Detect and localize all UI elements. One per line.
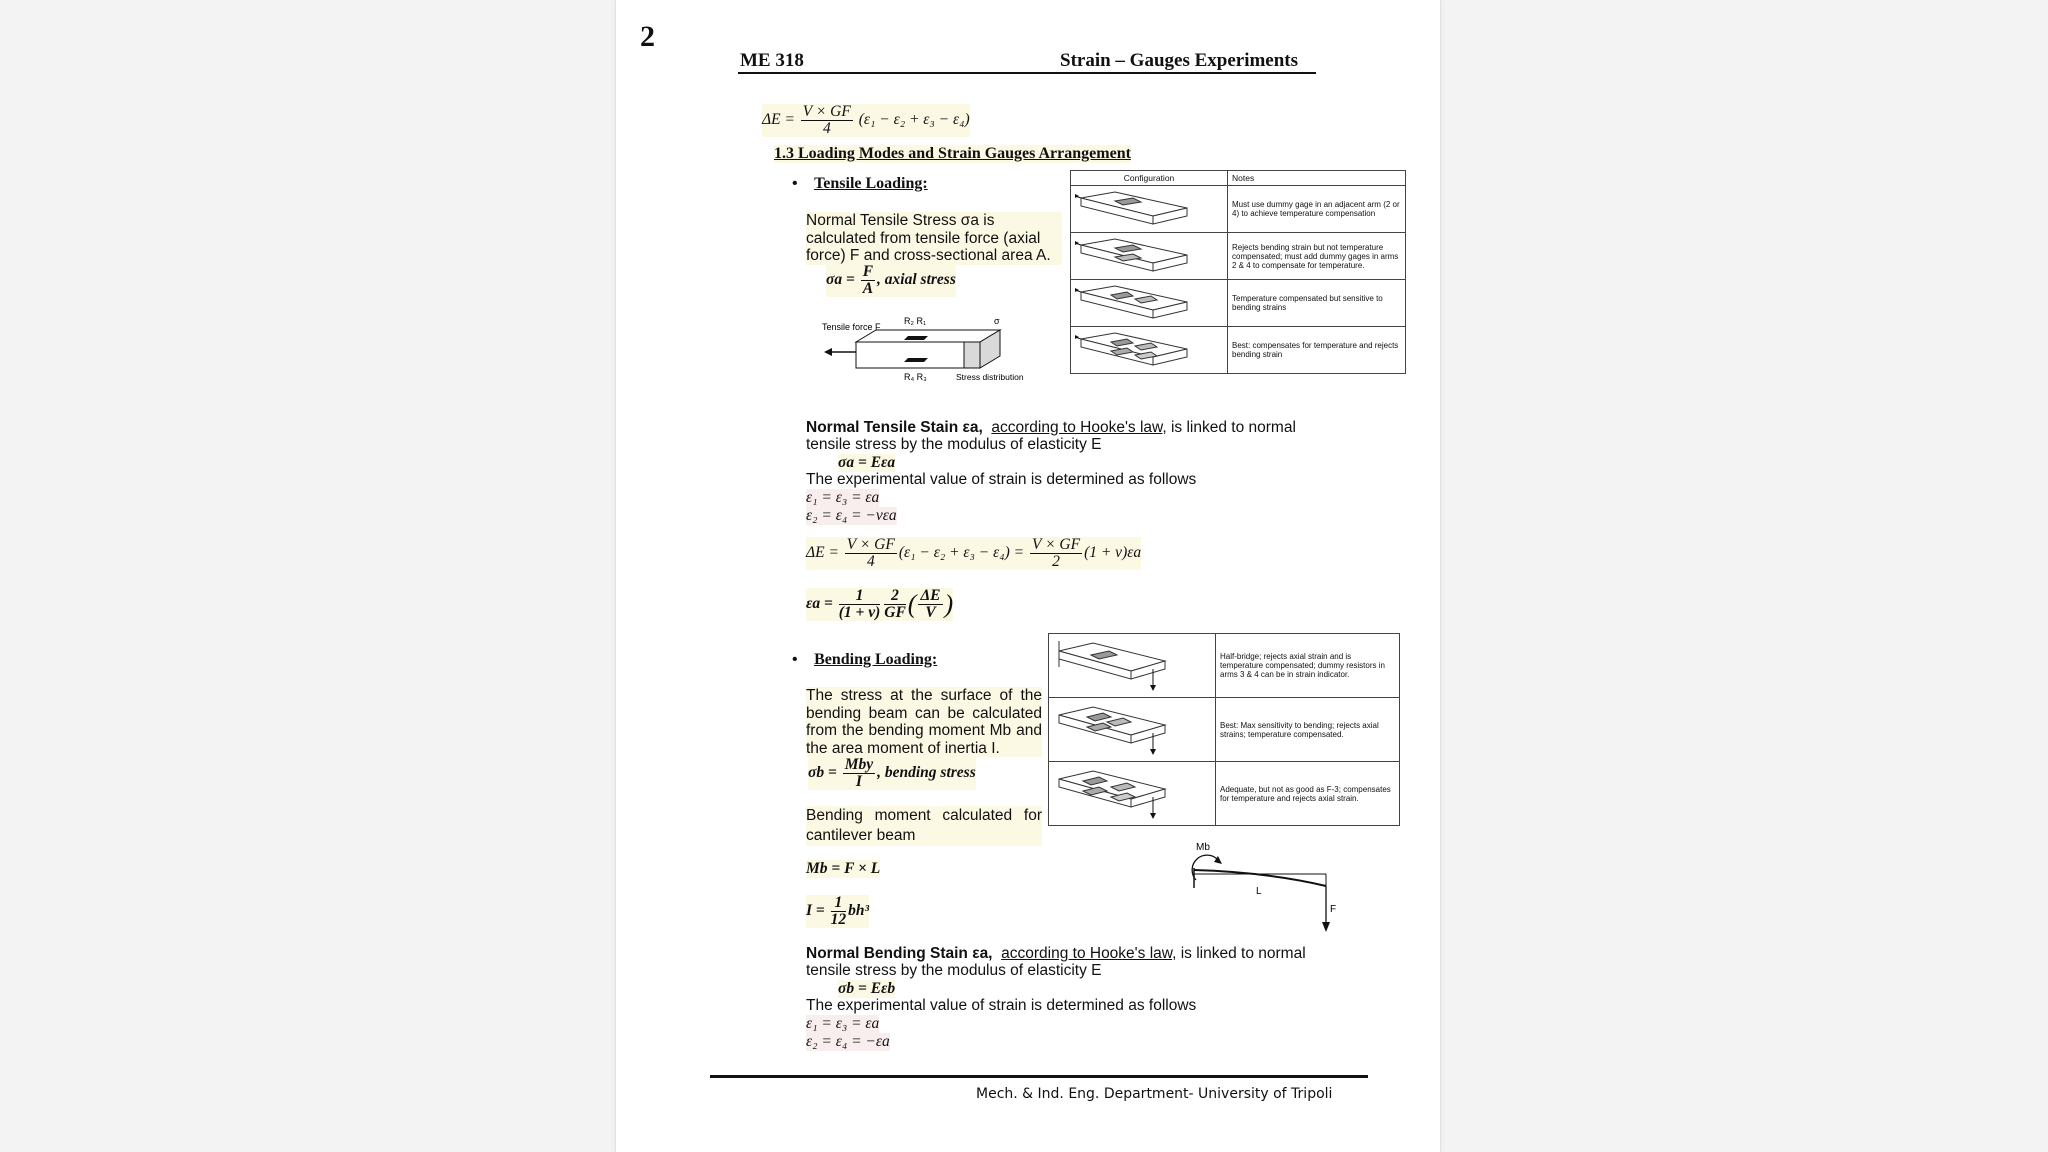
formula-denominator: I <box>855 773 862 790</box>
epsilon-a-equation <box>806 588 953 621</box>
bending-heading-text: Bending Loading: <box>814 651 938 668</box>
hookes-law-link[interactable]: according to Hooke's law <box>1001 945 1173 962</box>
delta-num2: V × GF <box>1032 536 1081 553</box>
tensile-bar-diagram <box>816 312 1056 394</box>
formula-fraction <box>843 757 875 790</box>
exp-text-tensile: The experimental value of strain is determined as follows <box>806 471 1197 488</box>
note-text: Best: Max sensitivity to bending; rejects axial strains; temperature compensated. <box>1220 720 1379 739</box>
bending-config-diagram-3 <box>1053 765 1203 821</box>
strain-eq2-tensile: ε₂ = ε₄ = −vεa <box>806 507 897 524</box>
delta-frac1 <box>845 537 897 570</box>
eps-lhs: εa = <box>806 595 833 613</box>
bending-config-diagram-1 <box>1053 637 1203 693</box>
bending-heading <box>792 651 937 669</box>
gauge-r3 <box>904 358 928 362</box>
config-diagram-2 <box>1075 235 1215 275</box>
document-page <box>616 0 1440 1152</box>
eps-den3: V <box>925 604 936 621</box>
bending-configuration-table <box>1048 633 1400 826</box>
formula-numerator: F <box>862 263 874 280</box>
note-cell: Rejects bending strain but not temperature compensated; must add dummy gages in arms 2 & 4 to compensate for temperature. <box>1228 233 1406 280</box>
eq-lhs: ΔE = <box>762 111 795 129</box>
formula-denominator: A <box>862 280 874 297</box>
eps-frac2 <box>884 588 906 621</box>
section-title: 1.3 Loading Modes and Strain Gauges Arrangement <box>774 145 1131 162</box>
config-diagram-cell <box>1071 280 1228 327</box>
formula-rhs: , bending stress <box>877 764 976 782</box>
table-row <box>1071 327 1406 374</box>
col-configuration: Configuration <box>1071 171 1228 186</box>
bending-config-diagram-2 <box>1053 701 1203 757</box>
stress-end <box>964 342 980 368</box>
table-row <box>1071 233 1406 280</box>
delta-num1: V × GF <box>846 536 895 553</box>
force-arrowhead <box>1322 922 1330 932</box>
tensile-heading <box>792 175 928 193</box>
config-diagram-cell <box>1049 698 1216 762</box>
cantilever-beam-diagram <box>1176 838 1366 934</box>
strain-label: Normal Bending Stain εa, <box>806 945 993 962</box>
length-label: L <box>1256 886 1262 897</box>
note-cell <box>1228 327 1406 374</box>
stress-distribution-text: Stress distribution <box>956 372 1024 382</box>
tensile-force-label: Tensile force F <box>822 322 881 332</box>
inertia-numerator: 1 <box>831 895 847 912</box>
config-diagram-4 <box>1075 329 1215 369</box>
eq-numerator: V × GF <box>802 103 851 120</box>
eps-num1: 1 <box>839 588 881 605</box>
force-arrowhead <box>824 348 832 356</box>
delta-e-equation-top <box>762 104 970 137</box>
bending-stress-formula <box>808 757 976 790</box>
course-code: ME 318 <box>740 50 804 71</box>
bending-strain-line2: tensile stress by the modulus of elasticity E <box>806 962 1102 979</box>
beam-deflected <box>1194 870 1326 886</box>
delta-mid: (ε₁ − ε₂ + ε₃ − ε₄) = <box>898 544 1025 562</box>
paren-open: ( <box>907 589 917 619</box>
strain-rest: , is linked to normal <box>1172 945 1306 962</box>
eps-num2: 2 <box>884 588 906 605</box>
gauge-r1 <box>904 336 928 340</box>
bullet-icon: • <box>792 651 798 668</box>
config-diagram-cell <box>1071 233 1228 280</box>
note-cell: Adequate, but not as good as F-3; compensates for temperature and rejects axial strain. <box>1216 762 1400 826</box>
eps-frac1 <box>839 588 881 621</box>
config-diagram-1 <box>1075 188 1215 228</box>
delta-e-equation <box>806 537 1141 570</box>
strain-eq2-bending: ε₂ = ε₄ = −εa <box>806 1033 890 1050</box>
note-cell: Half-bridge; rejects axial strain and is temperature compensated; dummy resistors in arms 3 & 4 can be in strain indicator. <box>1216 634 1400 698</box>
eps-frac3 <box>918 588 942 621</box>
strain-eq1-bending: ε₁ = ε₃ = εa <box>806 1015 880 1032</box>
col-notes: Notes <box>1228 171 1406 186</box>
moment-arrow <box>1192 855 1218 880</box>
formula-numerator: Mby <box>844 756 874 773</box>
inertia-rhs: bh³ <box>848 902 870 920</box>
bending-strain-line1 <box>806 945 1306 963</box>
note-cell: Temperature compensated but sensitive to bending strains <box>1228 280 1406 327</box>
table-row <box>1049 634 1400 698</box>
bar-front-face <box>856 342 980 368</box>
hookes-law-link[interactable]: according to Hooke's law <box>991 419 1163 436</box>
config-diagram-cell <box>1049 634 1216 698</box>
delta-rhs: (1 + v)εa <box>1084 544 1142 562</box>
tensile-paragraph: Normal Tensile Stress σa is calculated from tensile force (axial force) F and cross-sectional area A. <box>806 212 1062 265</box>
eq-fraction <box>801 104 853 137</box>
note-text: Best: compensates for temperature and rejects bending strain <box>1232 341 1399 359</box>
page-number: 2 <box>640 20 655 53</box>
delta-frac2 <box>1030 537 1082 570</box>
eps-den1: (1 + v) <box>838 604 881 621</box>
axial-stress-formula <box>826 264 956 297</box>
inertia-lhs: I = <box>806 902 825 920</box>
table-row <box>1071 280 1406 327</box>
document-title: Strain – Gauges Experiments <box>1060 50 1299 71</box>
sigma-label: σ <box>994 316 1000 326</box>
table-row <box>1049 762 1400 826</box>
inertia-fraction <box>831 895 847 928</box>
note-cell: Must use dummy gage in an adjacent arm (2 or 4) to achieve temperature compensation <box>1228 186 1406 233</box>
table-row <box>1049 698 1400 762</box>
paren-close: ) <box>944 589 954 619</box>
stress-distribution-label <box>956 372 1024 382</box>
delta-lhs: ΔE = <box>806 544 839 562</box>
moment-equation: Mb = F × L <box>806 860 881 877</box>
config-diagram-cell <box>1071 186 1228 233</box>
formula-rhs: , axial stress <box>877 271 956 289</box>
tensile-heading-text: Tensile Loading: <box>814 175 928 192</box>
tensile-strain-line1 <box>806 419 1296 437</box>
hooke-equation-bending: σb = Eεb <box>838 980 896 997</box>
formula-lhs: σb = <box>808 764 837 782</box>
r4r3-label: R₄ R₃ <box>904 372 927 382</box>
footer-rule <box>710 1075 1368 1078</box>
force-label: F <box>1330 904 1337 915</box>
moment-label: Mb <box>1196 842 1210 853</box>
inertia-equation <box>806 895 869 928</box>
table-header-row <box>1071 171 1406 186</box>
header-rule <box>738 72 1316 74</box>
formula-lhs: σa = <box>826 271 855 289</box>
eps-num3: ΔE <box>920 587 941 604</box>
inertia-denominator: 12 <box>830 911 847 928</box>
eq-rhs: (ε₁ − ε₂ + ε₃ − ε₄) <box>858 111 970 129</box>
config-diagram-cell <box>1049 762 1216 826</box>
table-row <box>1071 186 1406 233</box>
tensile-strain-line2: tensile stress by the modulus of elasticity E <box>806 436 1102 453</box>
hooke-equation-tensile: σa = Eεa <box>838 454 896 471</box>
config-diagram-3 <box>1075 282 1215 322</box>
strain-label: Normal Tensile Stain εa, <box>806 419 983 436</box>
bullet-icon: • <box>792 175 798 192</box>
tensile-configuration-table <box>1070 170 1406 374</box>
exp-text-bending: The experimental value of strain is determined as follows <box>806 997 1197 1014</box>
formula-fraction <box>861 264 875 297</box>
moment-text: Bending moment calculated for cantilever beam <box>806 807 1042 844</box>
delta-den2: 2 <box>1052 553 1060 570</box>
footer-text: Mech. & Ind. Eng. Department- University of Tripoli <box>976 1086 1333 1102</box>
note-cell <box>1216 698 1400 762</box>
eps-den2: GF <box>884 604 906 621</box>
config-diagram-cell <box>1071 327 1228 374</box>
strain-eq1-tensile: ε₁ = ε₃ = εa <box>806 489 880 506</box>
bending-paragraph: The stress at the surface of the bending beam can be calculated from the bending moment Mb and the area moment of inertia I. <box>806 687 1042 757</box>
strain-rest: , is linked to normal <box>1162 419 1296 436</box>
eq-denominator: 4 <box>822 120 831 137</box>
r2r1-label: R₂ R₁ <box>904 316 927 326</box>
delta-den1: 4 <box>866 553 875 570</box>
